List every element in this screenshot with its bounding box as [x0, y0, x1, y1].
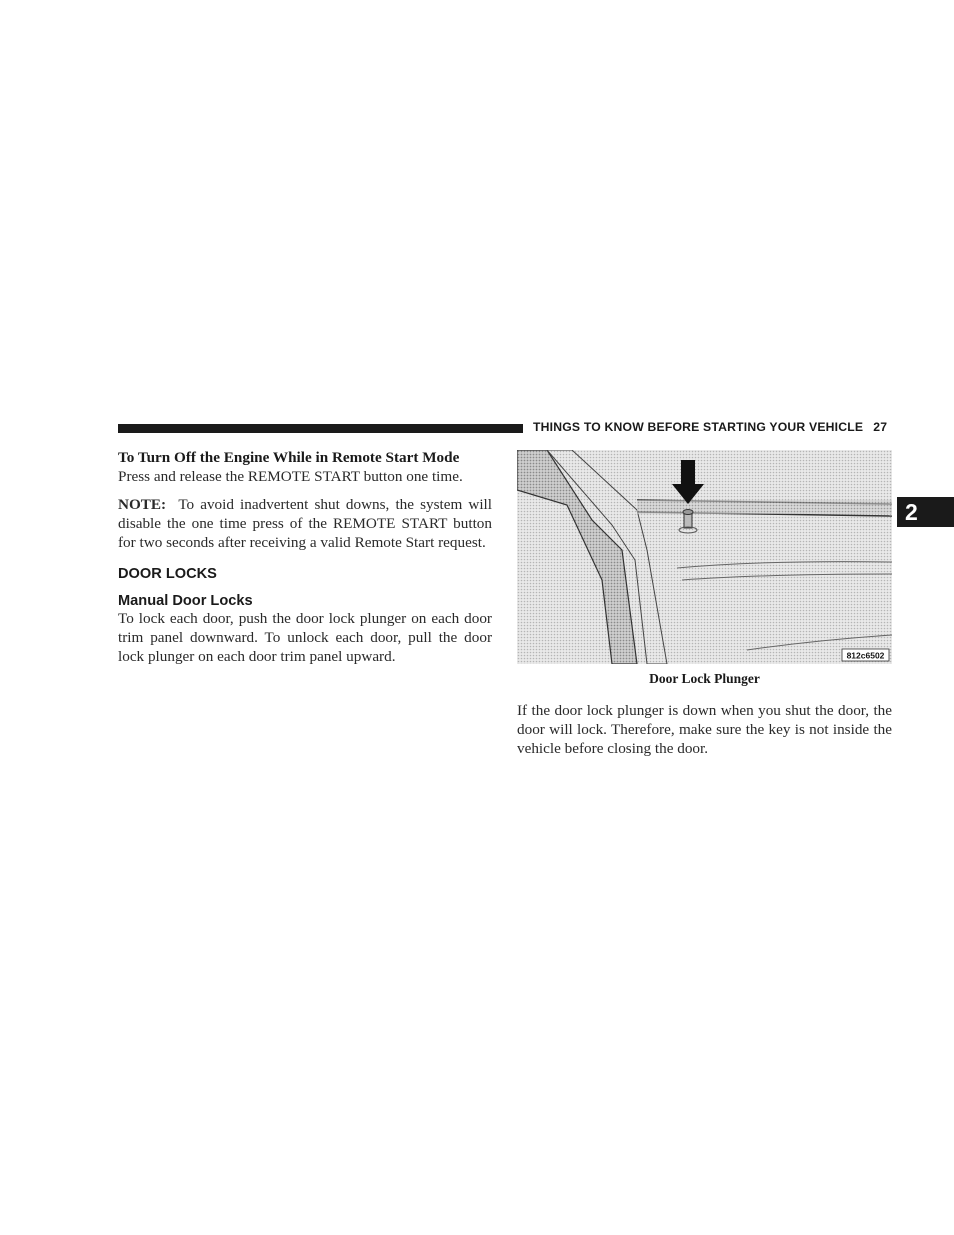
right-column: [517, 450, 892, 758]
note-text: To avoid inadvertent shut downs, the system will disable the one time press of the REMOTE START button for two seconds after receiving a valid Remote Start request.: [118, 496, 493, 551]
note-label: NOTE:: [118, 496, 167, 513]
door-illustration: [517, 450, 892, 664]
door-lock-note-text: If the door lock plunger is down when you shut the door, the door will lock. Therefore, make sure the key is not inside the vehicle before closing the door.: [517, 701, 892, 757]
note-paragraph: [118, 495, 492, 552]
chapter-tab: 2: [897, 497, 954, 527]
figure-code-label: 812c6502: [846, 650, 885, 661]
left-column: [118, 449, 492, 666]
remote-start-text: Press and release the REMOTE START button one time.: [118, 468, 463, 485]
page-number: 27: [873, 420, 888, 434]
door-lock-plunger-illustration: [517, 450, 892, 664]
running-header: [533, 420, 893, 434]
remote-start-heading: To Turn Off the Engine While in Remote Start Mode: [118, 449, 460, 466]
section-title: THINGS TO KNOW BEFORE STARTING YOUR VEHICLE: [533, 420, 864, 434]
door-locks-heading: DOOR LOCKS: [118, 566, 217, 582]
manual-door-locks-text: To lock each door, push the door lock plunger on each door trim panel downward. To unlock each door, pull the door lock plunger on each door trim panel upward.: [118, 610, 492, 665]
header-rule: [118, 424, 523, 433]
figure-caption: Door Lock Plunger: [649, 671, 760, 686]
manual-door-locks-heading: Manual Door Locks: [118, 593, 253, 609]
